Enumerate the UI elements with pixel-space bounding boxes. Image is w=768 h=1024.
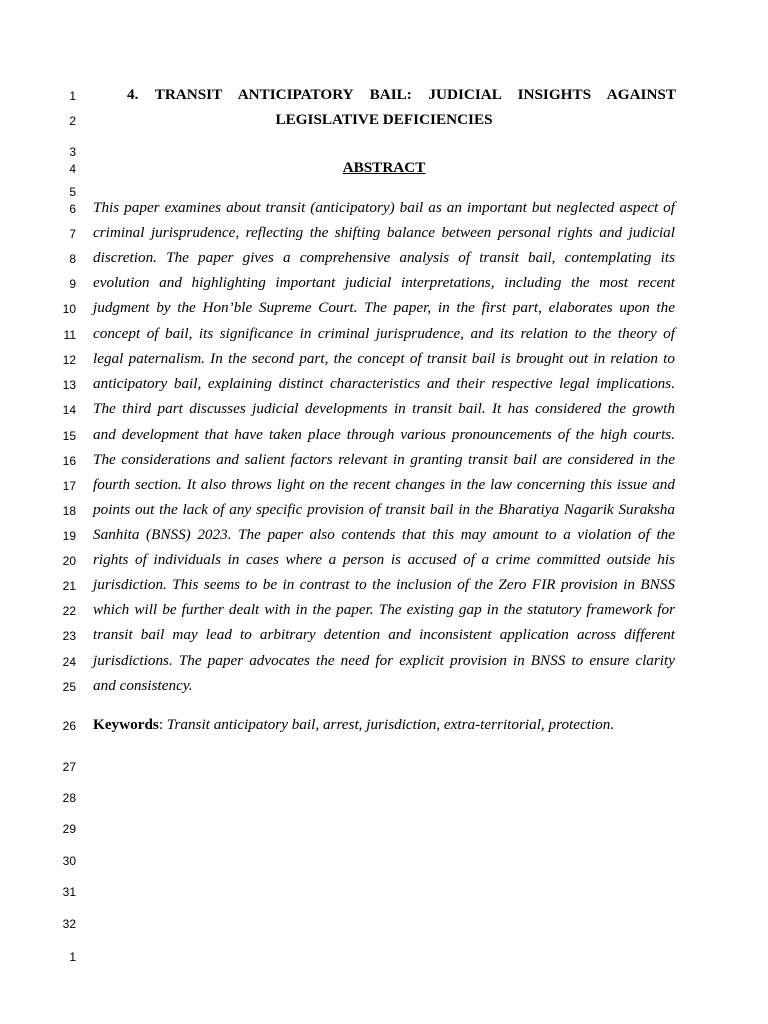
abstract-line: legal paternalism. In the second part, the concept of transit bail is brought out in relation to (93, 350, 675, 367)
abstract-line: Sanhita (BNSS) 2023. The paper also contends that this may amount to a violation of the (93, 526, 675, 543)
line-number: 7 (69, 227, 76, 241)
line-number: 27 (62, 760, 76, 774)
abstract-line: transit bail may lead to arbitrary detention and inconsistent application across different (93, 626, 675, 643)
line-number: 17 (62, 479, 76, 493)
abstract-line: and development that have taken place through various pronouncements of the high courts. (93, 426, 675, 443)
line-number: 22 (62, 604, 76, 618)
line-number: 16 (62, 454, 76, 468)
abstract-heading: ABSTRACT (342, 159, 426, 176)
line-number: 31 (62, 885, 76, 899)
line-number: 11 (63, 328, 76, 342)
line-number: 21 (62, 579, 76, 593)
line-number: 18 (62, 504, 76, 518)
abstract-line: rights of individuals in cases where a person is accused of a crime committed outside his (93, 551, 675, 568)
abstract-line: The considerations and salient factors relevant in granting transit bail are considered in the (93, 451, 675, 468)
abstract-line: discretion. The paper gives a comprehensive analysis of transit bail, contemplating its (93, 249, 675, 266)
line-number: 12 (62, 353, 76, 367)
line-number: 20 (62, 554, 76, 568)
abstract-line: judgment by the Hon’ble Supreme Court. The paper, in the first part, elaborates upon the (93, 299, 675, 316)
line-number: 10 (62, 302, 76, 316)
abstract-line: fourth section. It also throws light on the recent changes in the law concerning this issue and (93, 476, 675, 493)
line-number: 3 (69, 145, 76, 159)
abstract-line: and consistency. (93, 677, 193, 694)
line-number: 19 (62, 529, 76, 543)
line-number: 29 (62, 822, 76, 836)
line-number: 26 (62, 719, 76, 733)
line-number: 4 (69, 162, 76, 176)
abstract-heading-row (93, 158, 675, 178)
line-number: 8 (69, 252, 76, 266)
abstract-line: The third part discusses judicial developments in transit bail. It has considered the growth (93, 400, 675, 417)
abstract-line: concept of bail, its significance in criminal jurisprudence, and its relation to the theory of (93, 325, 675, 342)
line-number: 15 (62, 429, 76, 443)
line-number: 5 (69, 185, 76, 199)
line-number: 6 (69, 202, 76, 216)
line-number: 2 (69, 114, 76, 128)
line-number: 9 (69, 277, 76, 291)
line-number: 24 (62, 655, 76, 669)
line-number: 13 (62, 378, 76, 392)
keywords-label: Keywords (93, 716, 159, 733)
abstract-line: points out the lack of any specific provision of transit bail in the Bharatiya Nagarik Suraksha (93, 501, 675, 518)
line-number: 32 (62, 917, 76, 931)
line-number: 25 (62, 680, 76, 694)
abstract-line: jurisdiction. This seems to be in contrast to the inclusion of the Zero FIR provision in BNSS (93, 576, 675, 593)
paper-title-line-1: 4. TRANSIT ANTICIPATORY BAIL: JUDICIAL INSIGHTS AGAINST (127, 86, 676, 103)
keywords-row (93, 715, 675, 735)
line-number: 1 (69, 89, 76, 103)
abstract-line: evolution and highlighting important judicial interpretations, including the most recent (93, 274, 675, 291)
abstract-line: which will be further dealt with in the paper. The existing gap in the statutory framework for (93, 601, 675, 618)
line-number: 14 (62, 403, 76, 417)
line-number: 23 (62, 629, 76, 643)
abstract-line: criminal jurisprudence, reflecting the shifting balance between personal rights and judicial (93, 224, 675, 241)
abstract-line: This paper examines about transit (anticipatory) bail as an important but neglected aspect of (93, 199, 675, 216)
page-number: 1 (69, 950, 76, 964)
line-number: 30 (62, 854, 76, 868)
abstract-line: jurisdictions. The paper advocates the need for explicit provision in BNSS to ensure clarity (93, 652, 675, 669)
keywords-separator: : (158, 716, 167, 733)
keywords-text: Transit anticipatory bail, arrest, jurisdiction, extra-territorial, protection. (166, 716, 615, 733)
paper-title-line-2: LEGISLATIVE DEFICIENCIES (275, 111, 493, 128)
abstract-line: anticipatory bail, explaining distinct characteristics and their respective legal implications. (93, 375, 675, 392)
line-number: 28 (62, 791, 76, 805)
